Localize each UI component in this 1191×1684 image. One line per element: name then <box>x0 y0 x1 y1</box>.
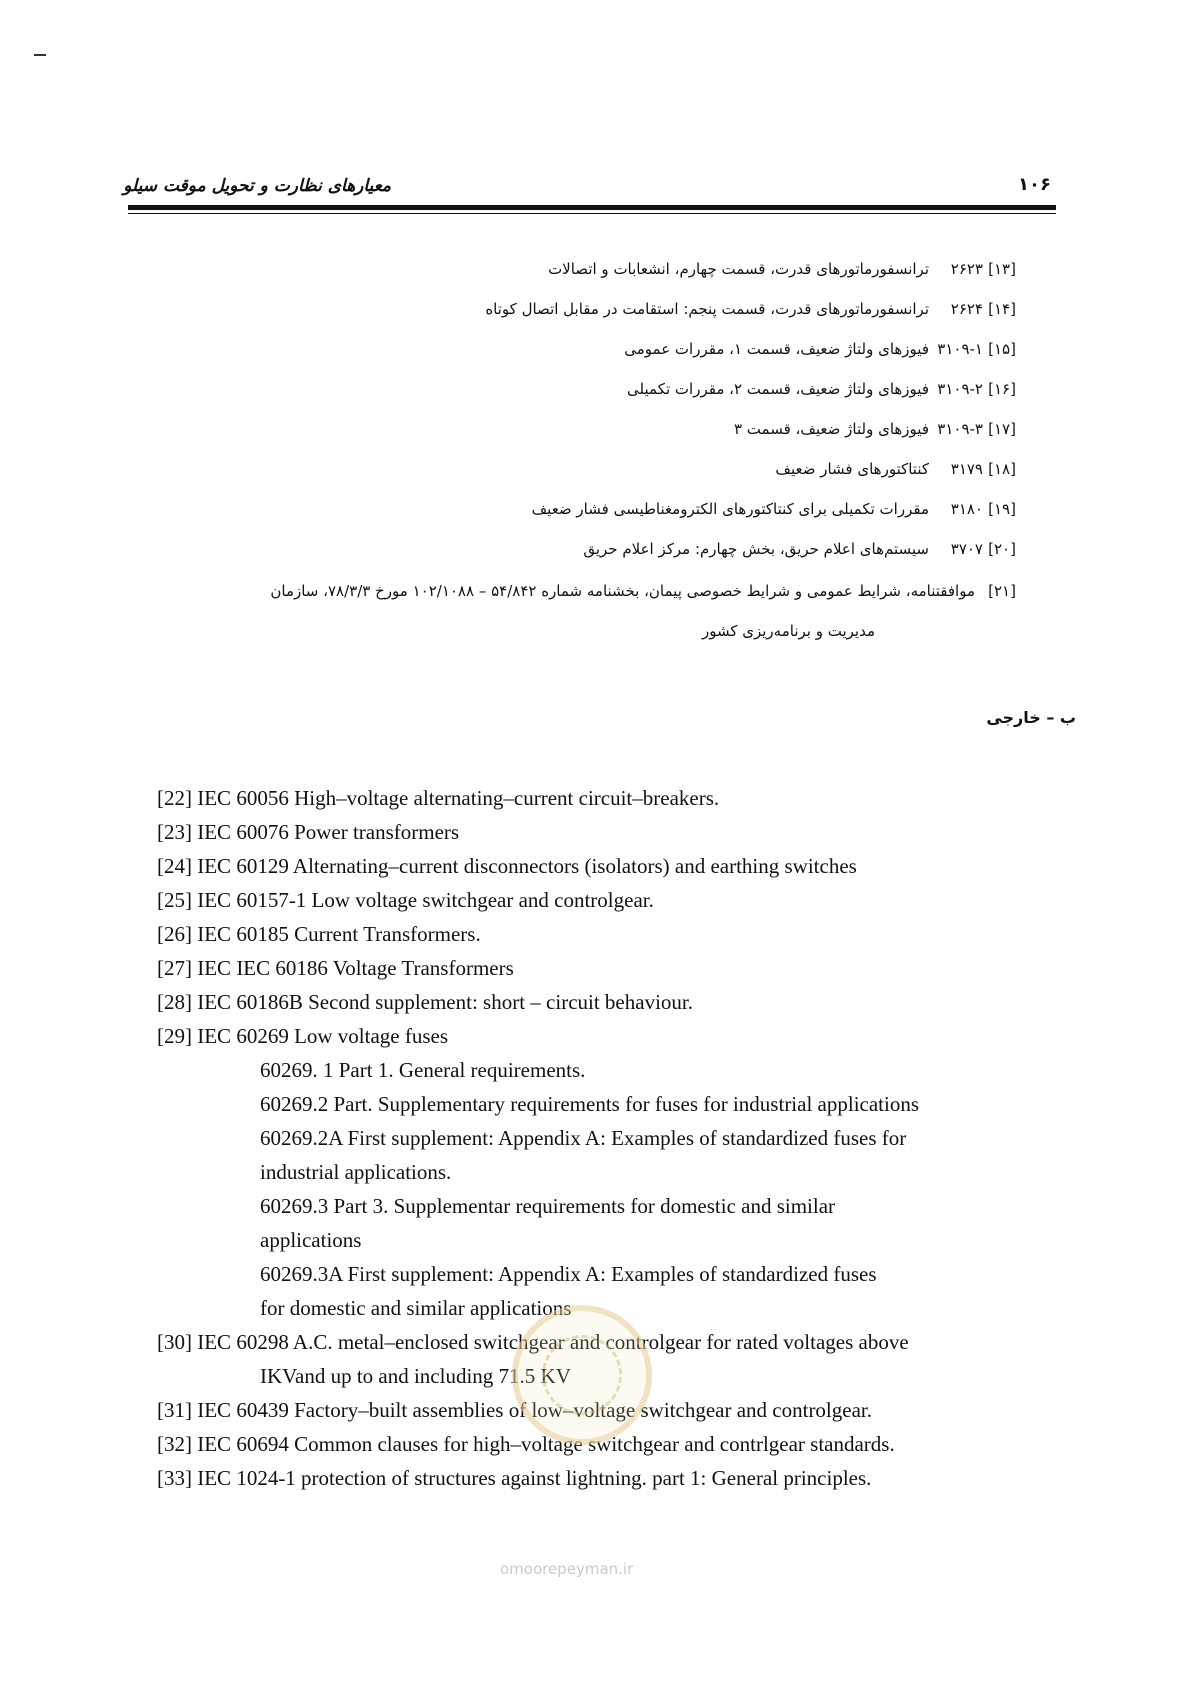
foreign-references-heading: ب – خارجی <box>986 708 1076 727</box>
reference-line: [33] IEC 1024-1 protection of structures against lightning. part 1: General principles. <box>157 1466 872 1490</box>
reference-line: [31] IEC 60439 Factory–built assemblies of low–voltage switchgear and controlgear. <box>157 1398 872 1422</box>
header-rule <box>128 205 1056 210</box>
reference-line: [23] IEC 60076 Power transformers <box>157 820 460 844</box>
reference-line: [22] IEC 60056 High–voltage alternating–current circuit–breakers. <box>157 786 720 810</box>
sub-reference-line: 60269.2 Part. Supplementary requirements for fuses for industrial applications <box>260 1092 920 1116</box>
ref-number: [۱۵] <box>988 340 1016 358</box>
ref-standard-code: ۲۶۲۴ <box>950 300 983 318</box>
persian-ref-20 <box>583 536 1021 562</box>
ref-title: کنتاکتورهای فشار ضعیف <box>775 460 929 478</box>
persian-ref-13 <box>548 256 1021 282</box>
persian-ref-18 <box>775 456 1021 482</box>
ref-standard-code: ۳۱۰۹-۱ <box>937 340 983 358</box>
watermark-seal-inner <box>542 1335 622 1415</box>
ref-title: فیوزهای ولتاژ ضعیف، قسمت ۲، مقررات تکمیلی <box>627 380 929 398</box>
reference-line: [26] IEC 60185 Current Transformers. <box>157 922 481 946</box>
ref-standard-code: ۳۷۰۷ <box>950 540 983 558</box>
ref-number: [۱۴] <box>988 300 1016 318</box>
persian-ref-15 <box>624 336 1021 362</box>
ref-number: [۲۱] <box>988 582 1016 600</box>
header-rule-thin <box>128 213 1056 214</box>
ref-number: [۱۷] <box>988 420 1016 438</box>
sub-reference-line: 60269. 1 Part 1. General requirements. <box>260 1058 586 1082</box>
watermark-caption: omoorepeyman.ir <box>500 1560 634 1578</box>
persian-ref-17 <box>734 416 1021 442</box>
reference-line: [28] IEC 60186B Second supplement: short – circuit behaviour. <box>157 990 693 1014</box>
sub-reference-line: 60269.2A First supplement: Appendix A: Examples of standardized fuses for <box>260 1126 907 1150</box>
ref-title: ترانسفورماتورهای قدرت، قسمت چهارم، انشعابات و اتصالات <box>548 260 929 278</box>
ref-standard-code: ۳۱۰۹-۲ <box>937 380 983 398</box>
reference-line: [24] IEC 60129 Alternating–current disconnectors (isolators) and earthing switches <box>157 854 857 878</box>
ref-title: موافقتنامه، شرایط عمومی و شرایط خصوصی پیمان، بخشنامه شماره ۵۴/۸۴۲ – ۱۰۲/۱۰۸۸ مورخ ۷۸/۳/۳، سازمان <box>270 582 975 600</box>
ref-title: ترانسفورماتورهای قدرت، قسمت پنجم: استقامت در مقابل اتصال کوتاه <box>485 300 929 318</box>
ref-number: [۲۰] <box>988 540 1016 558</box>
persian-ref-16 <box>627 376 1021 402</box>
persian-ref-21-continuation: مدیریت و برنامه‌ریزی کشور <box>701 622 875 640</box>
ref-number: [۱۳] <box>988 260 1016 278</box>
sub-reference-line: for domestic and similar applications <box>260 1296 572 1320</box>
reference-line: [25] IEC 60157-1 Low voltage switchgear and controlgear. <box>157 888 654 912</box>
sub-reference-line: 60269.3A First supplement: Appendix A: Examples of standardized fuses <box>260 1262 877 1286</box>
reference-line: [32] IEC 60694 Common clauses for high–voltage switchgear and contrlgear standards. <box>157 1432 895 1456</box>
ref-title: سیستم‌های اعلام حریق، بخش چهارم: مرکز اعلام حریق <box>583 540 929 558</box>
margin-mark <box>34 54 46 56</box>
ref-title: فیوزهای ولتاژ ضعیف، قسمت ۳ <box>733 420 929 438</box>
ref-title: فیوزهای ولتاژ ضعیف، قسمت ۱، مقررات عمومی <box>624 340 929 358</box>
ref-standard-code: ۳۱۷۹ <box>950 460 983 478</box>
running-header-title: معیارهای نظارت و تحویل موقت سیلو <box>123 176 391 196</box>
persian-ref-21 <box>270 578 1021 604</box>
sub-reference-line: industrial applications. <box>260 1160 452 1184</box>
watermark-seal <box>512 1305 652 1445</box>
ref-number: [۱۶] <box>988 380 1016 398</box>
ref-standard-code: ۳۱۰۹-۳ <box>937 420 983 438</box>
reference-line: [30] IEC 60298 A.C. metal–enclosed switchgear and controlgear for rated voltages above <box>157 1330 909 1354</box>
ref-standard-code: ۳۱۸۰ <box>950 500 983 518</box>
ref-number: [۱۹] <box>988 500 1016 518</box>
reference-line: [27] IEC IEC 60186 Voltage Transformers <box>157 956 514 980</box>
persian-ref-14 <box>485 296 1021 322</box>
persian-ref-19 <box>532 496 1021 522</box>
sub-reference-line: IKVand up to and including 71.5 KV <box>260 1364 571 1388</box>
ref-standard-code: ۲۶۲۳ <box>950 260 983 278</box>
ref-title: مقررات تکمیلی برای کنتاکتورهای الکترومغناطیسی فشار ضعیف <box>531 500 929 518</box>
ref-number: [۱۸] <box>988 460 1016 478</box>
sub-reference-line: 60269.3 Part 3. Supplementar requirements for domestic and similar <box>260 1194 836 1218</box>
reference-line: [29] IEC 60269 Low voltage fuses <box>157 1024 449 1048</box>
sub-reference-line: applications <box>260 1228 362 1252</box>
page-number: ۱۰۶ <box>1018 174 1051 195</box>
